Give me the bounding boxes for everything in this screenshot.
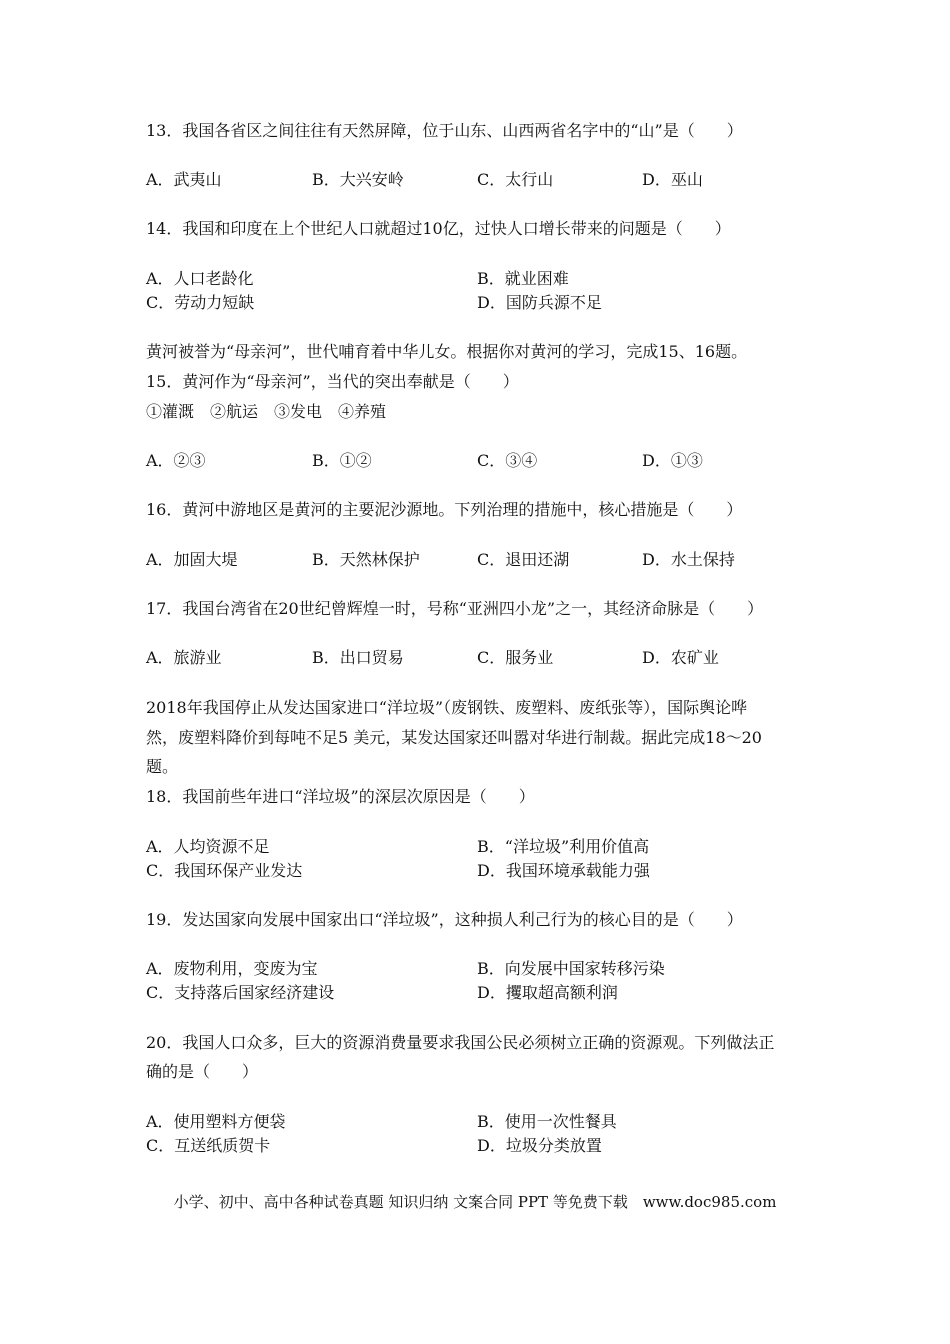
question-20-stem-line2: 确的是（ ） — [146, 1062, 259, 1081]
option-a: A．②③ — [146, 451, 206, 470]
option-d: D．巫山 — [642, 170, 703, 189]
option-b: B．天然林保护 — [312, 550, 420, 569]
question-13-stem: 13．我国各省区之间往往有天然屏障，位于山东、山西两省名字中的“山”是（ ） — [146, 121, 743, 140]
question-17-stem: 17．我国台湾省在20世纪曾辉煌一时，号称“亚洲四小龙”之一，其经济命脉是（ ） — [146, 599, 764, 618]
passage-intro-18-20-line2: 然，废塑料降价到每吨不足5 美元，某发达国家还叫嚣对华进行制裁。据此完成18～20 — [146, 728, 762, 747]
option-c: C．互送纸质贺卡 — [146, 1136, 271, 1155]
option-a: A．人口老龄化 — [146, 269, 254, 288]
option-a: A．旅游业 — [146, 648, 222, 667]
option-c: C．服务业 — [477, 648, 554, 667]
option-a: A．加固大堤 — [146, 550, 238, 569]
passage-intro-18-20-line3: 题。 — [146, 757, 179, 776]
option-d: D．垃圾分类放置 — [477, 1136, 602, 1155]
question-16-stem: 16．黄河中游地区是黄河的主要泥沙源地。下列治理的措施中，核心措施是（ ） — [146, 500, 743, 519]
option-b: B．①② — [312, 451, 372, 470]
question-18-options-row2 — [146, 861, 866, 881]
option-d: D．攫取超高额利润 — [477, 983, 618, 1002]
option-c: C．劳动力短缺 — [146, 293, 255, 312]
option-a: A．武夷山 — [146, 170, 222, 189]
option-d: D．①③ — [642, 451, 703, 470]
question-20-options-row2 — [146, 1136, 866, 1156]
option-c: C．③④ — [477, 451, 538, 470]
option-a: A．废物利用，变废为宝 — [146, 959, 318, 978]
option-d: D．水土保持 — [642, 550, 735, 569]
option-b: B．使用一次性餐具 — [477, 1112, 617, 1131]
question-16-options — [146, 550, 866, 570]
question-14-options-row1 — [146, 269, 866, 289]
option-c: C．我国环保产业发达 — [146, 861, 303, 880]
option-c: C．支持落后国家经济建设 — [146, 983, 335, 1002]
question-15-items: ①灌溉 ②航运 ③发电 ④养殖 — [146, 402, 387, 421]
option-d: D．我国环境承载能力强 — [477, 861, 650, 880]
option-c: C．退田还湖 — [477, 550, 570, 569]
question-15-options — [146, 451, 866, 471]
question-17-options — [146, 648, 866, 668]
option-b: B．“洋垃圾”利用价值高 — [477, 837, 650, 856]
question-14-stem: 14．我国和印度在上个世纪人口就超过10亿，过快人口增长带来的问题是（ ） — [146, 219, 731, 238]
option-d: D．农矿业 — [642, 648, 719, 667]
question-18-stem: 18．我国前些年进口“洋垃圾”的深层次原因是（ ） — [146, 787, 535, 806]
question-18-options-row1 — [146, 837, 866, 857]
question-19-stem: 19．发达国家向发展中国家出口“洋垃圾”，这种损人利己行为的核心目的是（ ） — [146, 910, 743, 929]
question-14-options-row2 — [146, 293, 866, 313]
option-b: B．大兴安岭 — [312, 170, 404, 189]
option-c: C．太行山 — [477, 170, 554, 189]
question-19-options-row1 — [146, 959, 866, 979]
page-footer: 小学、初中、高中各种试卷真题 知识归纳 文案合同 PPT 等免费下载 www.doc985.com — [173, 1193, 777, 1211]
question-13-options — [146, 170, 866, 190]
option-a: A．人均资源不足 — [146, 837, 270, 856]
passage-intro-15-16: 黄河被誉为“母亲河”，世代哺育着中华儿女。根据你对黄河的学习，完成15、16题。 — [146, 342, 748, 361]
passage-intro-18-20-line1: 2018年我国停止从发达国家进口“洋垃圾”（废钢铁、废塑料、废纸张等），国际舆论哗 — [146, 698, 748, 717]
question-15-stem: 15．黄河作为“母亲河”，当代的突出奉献是（ ） — [146, 372, 519, 391]
question-19-options-row2 — [146, 983, 866, 1003]
option-a: A．使用塑料方便袋 — [146, 1112, 286, 1131]
question-20-options-row1 — [146, 1112, 866, 1132]
option-b: B．出口贸易 — [312, 648, 404, 667]
option-d: D．国防兵源不足 — [477, 293, 602, 312]
option-b: B．向发展中国家转移污染 — [477, 959, 665, 978]
option-b: B．就业困难 — [477, 269, 569, 288]
question-20-stem-line1: 20．我国人口众多，巨大的资源消费量要求我国公民必须树立正确的资源观。下列做法正 — [146, 1033, 775, 1052]
